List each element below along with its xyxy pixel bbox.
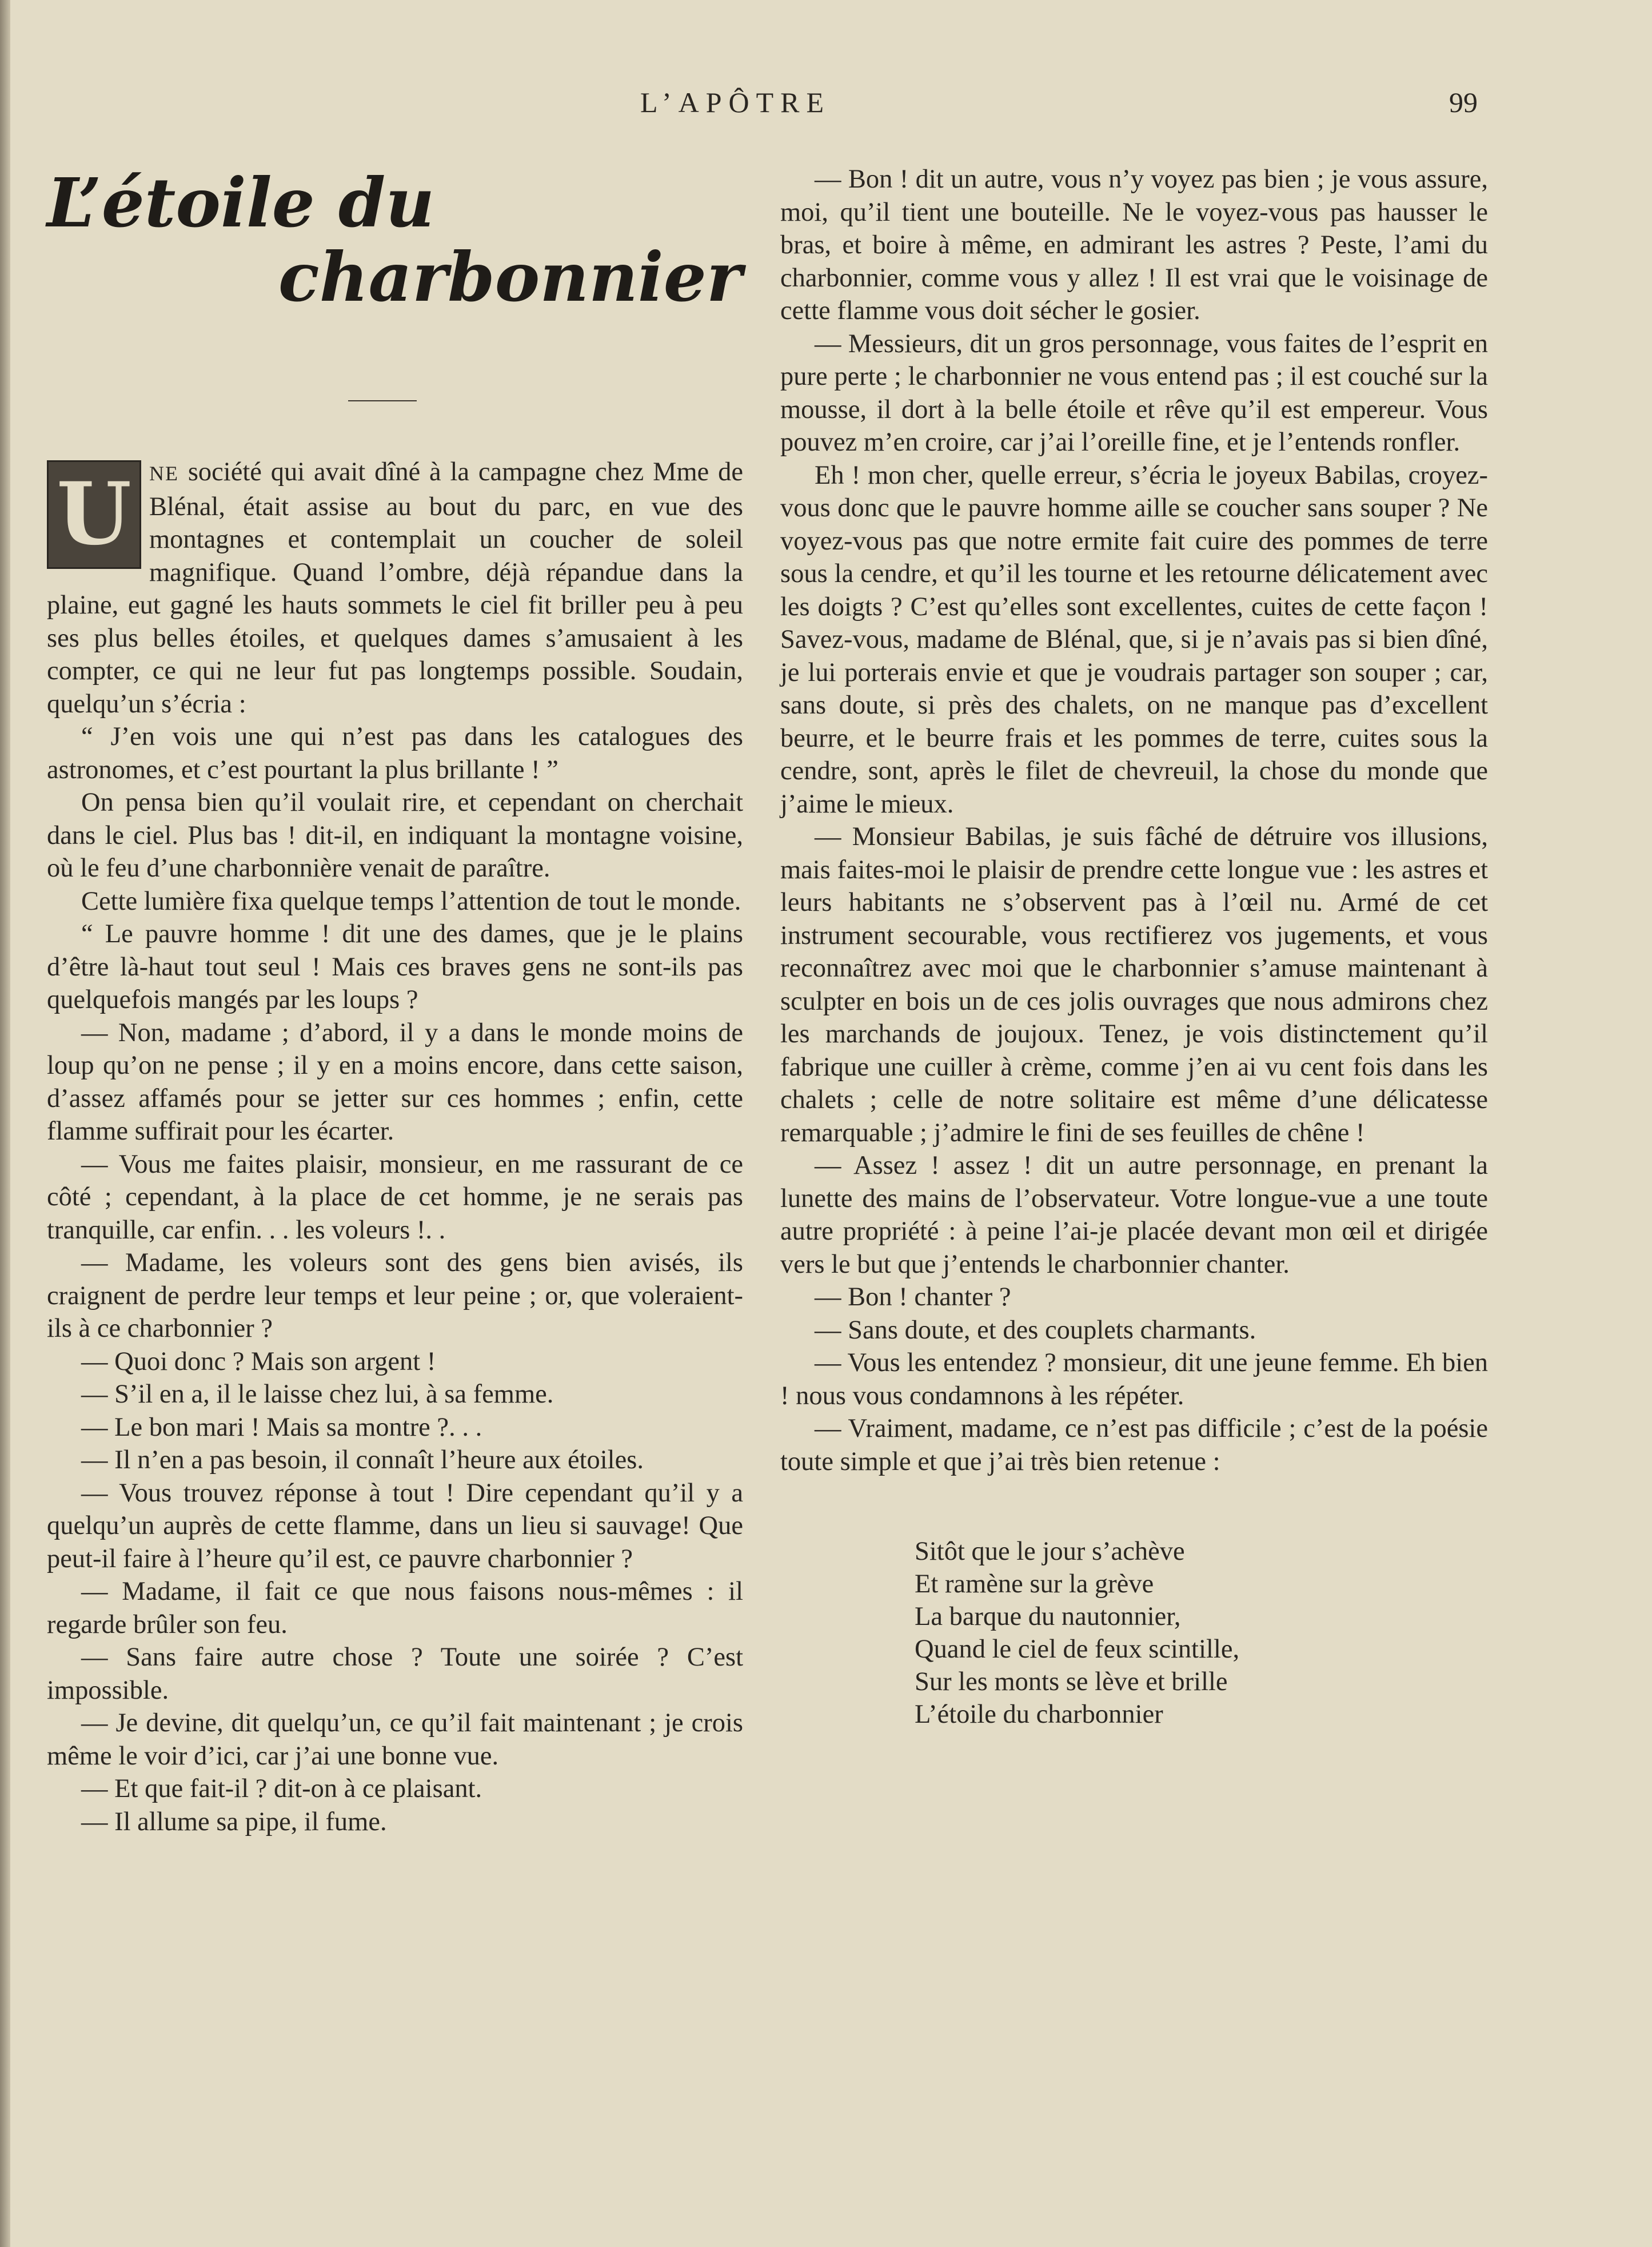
paragraph: — Je devine, dit quelqu’un, ce qu’il fait maintenant ; je crois même le voir d’ici, car j’ai une bonne vue. (47, 1708, 743, 1771)
paragraph: — Vraiment, madame, ce n’est pas difficile ; c’est de la poésie toute simple et que j’ai très bien retenue : (780, 1414, 1488, 1476)
poem-line: Sitôt que le jour s’achève (915, 1537, 1185, 1566)
paragraph: — Il n’en a pas besoin, il connaît l’heure aux étoiles. (81, 1445, 644, 1475)
paragraph: — Vous les entendez ? monsieur, dit une jeune femme. Eh bien ! nous vous condamnons à les répéter. (780, 1348, 1488, 1411)
paragraph: Eh ! mon cher, quelle erreur, s’écria le joyeux Babilas, croyez-vous donc que le pauvre homme aille se coucher sans souper ? Ne voyez-vous pas que notre ermite fait cuire des pommes de terre sous la cendre, et qu’il les tourne et les retourne délicatement avec les doigts ? C’est qu’elles sont excellentes, cuites de cette façon ! Savez-vous, madame de Blénal, que, si je n’avais pas si bien dîné, je lui porterais envie et que je voudrais partager son souper ; car, sans doute, si près des chalets, on ne manque pas d’excellent beurre, et le beurre frais et les pommes de terre, cuites sous la cendre, sont, après le filet de chevreuil, la chose du monde que j’aime le mieux. (780, 460, 1488, 819)
paragraph: — Assez ! assez ! dit un autre personnage, en prenant la lunette des mains de l’observateur. Votre longue-vue a une toute autre propriété : à peine l’ai-je placée devant mon œil et dirigée vers le but que j’entends le charbonnier chanter. (780, 1151, 1488, 1279)
journal-title: L’APÔTRE (640, 86, 831, 118)
first-word: NE (149, 462, 179, 485)
paragraph: “ Le pauvre homme ! dit une des dames, que je le plains d’être là-haut tout seul ! Mais ces braves gens ne sont-ils pas quelquefois mangés par les loups ? (47, 919, 743, 1014)
paragraph: — Vous me faites plaisir, monsieur, en me rassurant de ce côté ; cependant, à la place de cet homme, je ne serais pas tranquille, car enfin. . . les voleurs !. . (47, 1149, 743, 1245)
paragraph-text: société qui avait dîné à la campagne chez Mme de Blénal, était assise au bout du parc, en vue des montagnes et contemplait un coucher de soleil magnifique. Quand l’ombre, déjà répandue dans la plaine, eut gagné les hauts sommets le ciel fit briller peu à peu ses plus belles étoiles, et quelques dames s’amusaient à les compter, ce qui ne leur fut pas longtemps possible. Soudain, quelqu’un s’écria : (47, 457, 743, 719)
title-line-1: L’étoile du (47, 163, 435, 242)
paragraph: — Quoi donc ? Mais son argent ! (81, 1346, 436, 1376)
paragraph: — Bon ! dit un autre, vous n’y voyez pas bien ; je vous assure, moi, qu’il tient une bouteille. Ne le voyez-vous pas hausser le bras, et boire à même, en admirant les astres ? Peste, l’ami du charbonnier, comme vous y allez ! Il est vrai que le voisinage de cette flamme vous doit sécher le gosier. (780, 165, 1488, 325)
left-column (47, 163, 743, 1838)
right-body (780, 163, 1488, 1478)
paragraph: — Il allume sa pipe, il fume. (81, 1807, 387, 1836)
title-rule (348, 400, 417, 401)
paragraph: On pensa bien qu’il voulait rire, et cependant on cherchait dans le ciel. Plus bas ! dit-il, en indiquant la montagne voisine, où le feu d’une charbonnière venait de paraître. (47, 788, 743, 883)
poem-line: La barque du nautonnier, (915, 1602, 1181, 1631)
left-body (47, 456, 743, 1838)
paragraph: — Monsieur Babilas, je suis fâché de détruire vos illusions, mais faites-moi le plaisir de prendre cette longue vue : les astres et leurs habitants ne s’observent pas à l’œil nu. Armé de cet instrument secourable, vous rectifierez vos jugements, et vous reconnaîtrez avec moi que le charbonnier s’amuse maintenant à sculpter en bois un de ces jolis ouvrages que nous admirons chez les marchands de joujoux. Tenez, je vois distinctement qu’il fabrique une cuiller à crème, comme j’en ai vu cent fois dans les chalets ; celle de notre solitaire est même d’une délicatesse remarquable ; j’admire le fini de ses feuilles de chêne ! (780, 822, 1488, 1148)
poem-line: Sur les monts se lève et brille (915, 1667, 1228, 1696)
paragraph: — Et que fait-il ? dit-on à ce plaisant. (81, 1774, 482, 1803)
paragraph: — Sans faire autre chose ? Toute une soirée ? C’est impossible. (47, 1643, 743, 1705)
paragraph: — Messieurs, dit un gros personnage, vous faites de l’esprit en pure perte ; le charbonnier ne vous entend pas ; il est couché sur la mousse, il dort à la belle étoile et rêve qu’il est empereur. Vous pouvez m’en croire, car j’ai l’oreille fine, et je l’entends ronfler. (780, 329, 1488, 457)
opening-paragraph (47, 456, 743, 720)
paragraph: “ J’en vois une qui n’est pas dans les catalogues des astronomes, et c’est pourtant la plus brillante ! ” (47, 722, 743, 784)
running-head (0, 86, 1652, 120)
binding-edge (0, 0, 10, 2247)
dropcap-ornament (47, 460, 141, 569)
paragraph: — Bon ! chanter ? (815, 1282, 1011, 1312)
right-column (780, 163, 1488, 1731)
poem-line: Quand le ciel de feux scintille, (915, 1635, 1240, 1664)
poem-line: L’étoile du charbonnier (915, 1700, 1163, 1729)
article-title (47, 163, 743, 317)
poem-line: Et ramène sur la grève (915, 1569, 1154, 1599)
paragraph: — Vous trouvez réponse à tout ! Dire cependant qu’il y a quelqu’un auprès de cette flamme, dans un lieu si sauvage! Que peut-il faire à l’heure qu’il est, ce pauvre charbonnier ? (47, 1478, 743, 1573)
page-number: 99 (1449, 86, 1478, 118)
paragraph: — Madame, il fait ce que nous faisons nous-mêmes : il regarde brûler son feu. (47, 1577, 743, 1639)
title-line-2: charbonnier (278, 237, 742, 317)
dropcap-letter: U (57, 464, 131, 565)
paragraph: — Madame, les voleurs sont des gens bien avisés, ils craignent de perdre leur temps et leur peine ; or, que voleraient-ils à ce charbonnier ? (47, 1248, 743, 1343)
poem (915, 1535, 1488, 1731)
paragraph: Cette lumière fixa quelque temps l’attention de tout le monde. (81, 886, 741, 916)
paragraph: — Le bon mari ! Mais sa montre ?. . . (81, 1412, 482, 1442)
paragraph: — Non, madame ; d’abord, il y a dans le monde moins de loup qu’on ne pense ; il y en a moins encore, dans cette saison, d’assez affamés pour se jetter sur ces hommes ; enfin, cette flamme suffirait pour les écarter. (47, 1018, 743, 1146)
paragraph: — Sans doute, et des couplets charmants. (815, 1315, 1256, 1345)
paragraph: — S’il en a, il le laisse chez lui, à sa femme. (81, 1380, 554, 1409)
